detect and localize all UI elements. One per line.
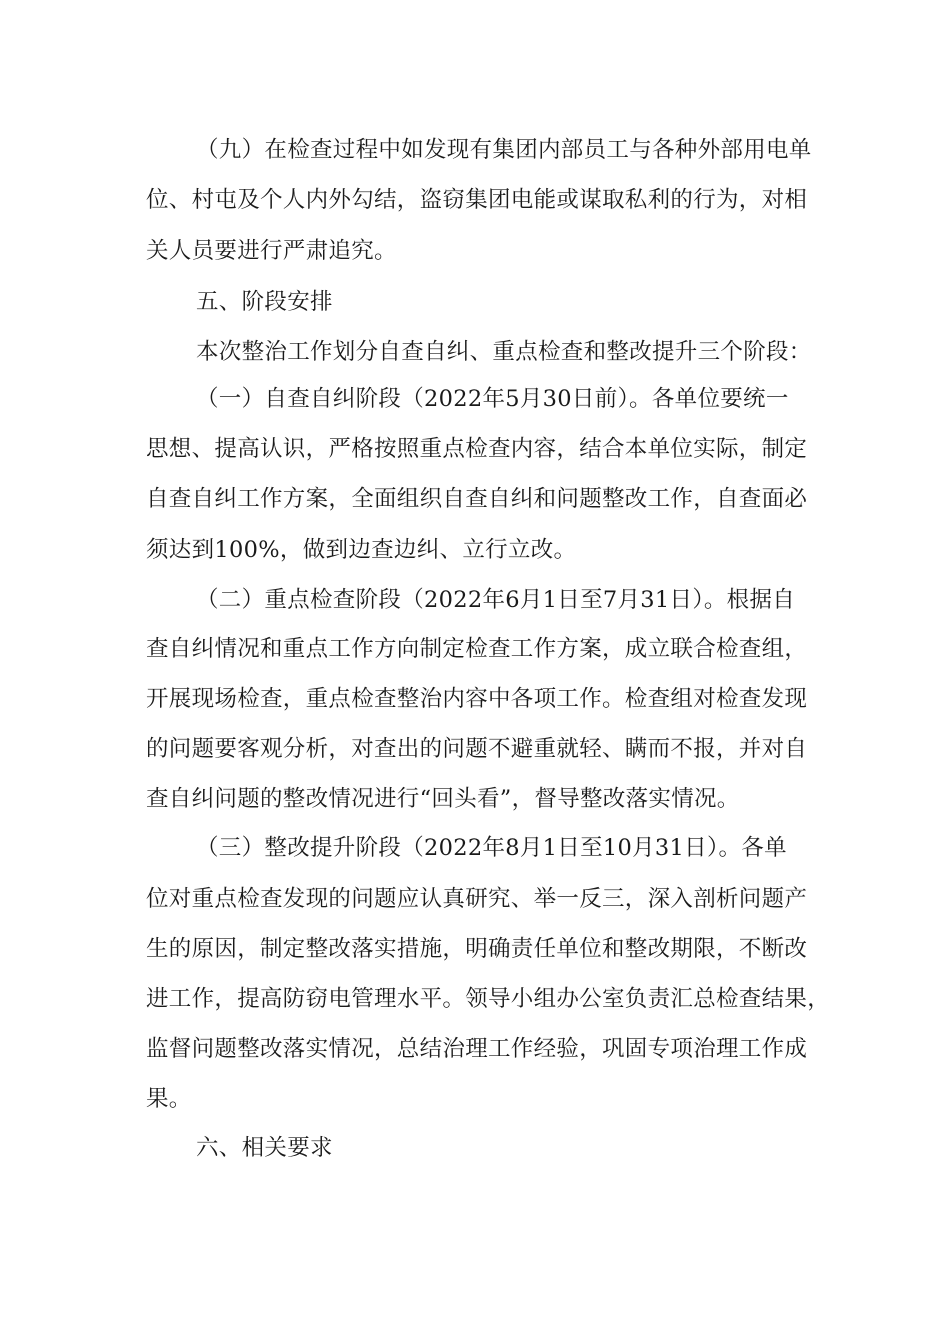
stage-intro: 本次整治工作划分自查自纠、重点检查和整改提升三个阶段： <box>196 339 812 365</box>
paragraph-line: （一）自查自纠阶段（2022年5月30日前）。各单位要统一 <box>196 386 789 412</box>
paragraph-line: 查自纠情况和重点工作方向制定检查工作方案，成立联合检查组， <box>146 636 808 662</box>
paragraph-line: 的问题要客观分析，对查出的问题不避重就轻、瞒而不报，并对自 <box>146 736 808 762</box>
paragraph-line: 位对重点检查发现的问题应认真研究、举一反三，深入剖析问题产 <box>146 886 808 912</box>
paragraph-line: （三）整改提升阶段（2022年8月1日至10月31日）。各单 <box>196 835 787 861</box>
paragraph-line: 自查自纠工作方案，全面组织自查自纠和问题整改工作，自查面必 <box>146 486 808 512</box>
section-heading-six: 六、相关要求 <box>196 1135 333 1161</box>
paragraph-line: 果。 <box>146 1086 192 1112</box>
paragraph-line: 思想、提高认识，严格按照重点检查内容，结合本单位实际，制定 <box>146 436 808 462</box>
paragraph-line: 查自纠问题的整改情况进行“回头看”，督导整改落实情况。 <box>146 786 740 812</box>
paragraph-line: 须达到100%，做到边查边纠、立行立改。 <box>146 537 577 563</box>
paragraph-line: 进工作，提高防窃电管理水平。领导小组办公室负责汇总检查结果， <box>146 986 831 1012</box>
paragraph-line: （二）重点检查阶段（2022年6月1日至7月31日）。根据自 <box>196 587 796 613</box>
paragraph-line: 开展现场检查，重点检查整治内容中各项工作。检查组对检查发现 <box>146 686 808 712</box>
section-heading-five: 五、阶段安排 <box>196 289 333 315</box>
paragraph-line: 位、村屯及个人内外勾结，盗窃集团电能或谋取私利的行为，对相 <box>146 187 808 213</box>
paragraph-line: 监督问题整改落实情况，总结治理工作经验，巩固专项治理工作成 <box>146 1036 808 1062</box>
paragraph-line: （九）在检查过程中如发现有集团内部员工与各种外部用电单 <box>196 137 812 163</box>
paragraph-line: 关人员要进行严肃追究。 <box>146 238 397 264</box>
paragraph-line: 生的原因，制定整改落实措施，明确责任单位和整改期限，不断改 <box>146 936 808 962</box>
